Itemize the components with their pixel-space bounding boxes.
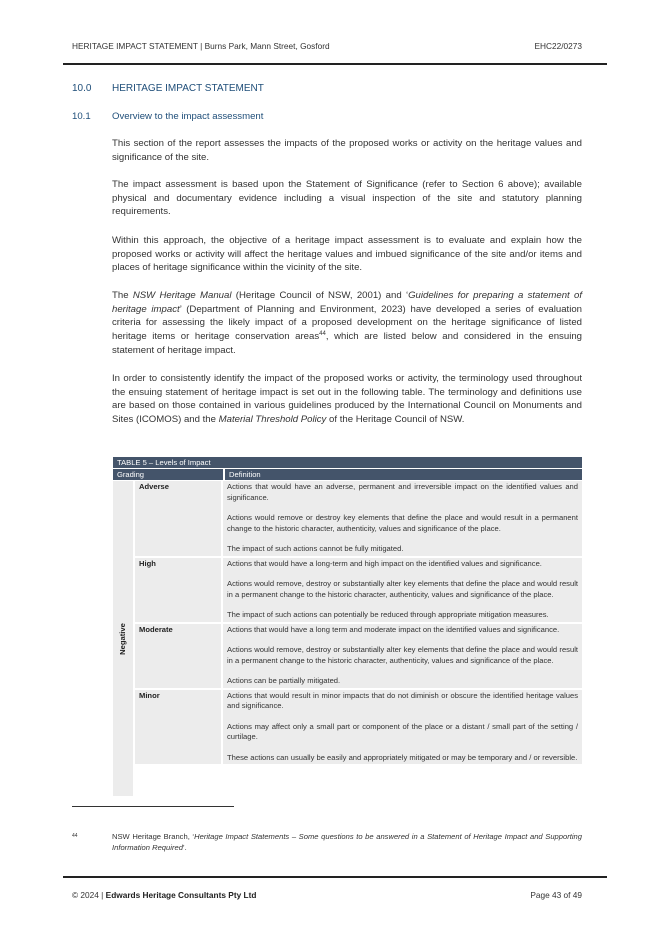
table-body (113, 481, 582, 796)
table-row (135, 624, 582, 688)
table-row (135, 558, 582, 622)
grade-cell: High (135, 558, 221, 622)
subsection-number: 10.1 (72, 111, 91, 122)
grade-cell: Minor (135, 690, 221, 765)
group-cell-negative (113, 481, 133, 796)
paragraph-4: The NSW Heritage Manual (Heritage Council of NSW, 2001) and ‘Guidelines for preparing a statement of heritage impact’ (Department of Planning and Environment, 2023) have developed a series of evaluation criteria for assessing the likely impact of a proposed development on the heritage significance of listed heritage items or heritage conservation areas$^{44}$, which are listed below and considered in the ensuing statement of heritage impact. (112, 290, 583, 356)
group-label: Negative (117, 622, 127, 655)
table-title: TABLE 5 – Levels of Impact (113, 457, 582, 468)
table-header-row (113, 469, 582, 480)
footer-divider (63, 876, 607, 878)
page-header (72, 41, 582, 51)
table-row (135, 481, 582, 556)
footer-copyright: © 2024 | Edwards Heritage Consultants Pty Ltd (72, 890, 257, 900)
company-name: Edwards Heritage Consultants Pty Ltd (105, 890, 257, 900)
column-header-definition: Definition (225, 469, 582, 480)
definition-cell: Actions that would result in minor impacts that do not diminish or obscure the identified heritage values and significance. Actions may affect only a small part or component of the place or a distant / small part of the setting / curtilage. These actions can usually be easily and appropriately mitigated or may be temporary and / or reversible. (223, 690, 582, 765)
levels-of-impact-table (113, 457, 582, 796)
footnote (72, 832, 582, 853)
definition-cell: Actions that would have a long-term and high impact on the identified values and significance. Actions would remove, destroy or substantially alter key elements that define the place and would result in a permanent change to the historic character, authenticity, values and significance of the place. The impact of such actions can potentially be reduced through appropriate mitigation measures. (223, 558, 582, 622)
grade-cell: Moderate (135, 624, 221, 688)
footnote-number: 44 (72, 833, 78, 839)
column-header-grading: Grading (113, 469, 223, 480)
section-heading (72, 83, 264, 94)
footnote-ref: 44 (319, 330, 326, 337)
definition-cell: Actions that would have a long term and moderate impact on the identified values and significance. Actions would remove, destroy or substantially alter key elements that define the place and would result in a permanent change to the historic character, authenticity, values and significance of the place. Actions can be partially mitigated. (223, 624, 582, 688)
paragraph-2: The impact assessment is based upon the Statement of Significance (refer to Section 6 above); available physical and documentary evidence including a visual inspection of the site and statutory planning requirements. (112, 179, 582, 218)
section-title: HERITAGE IMPACT STATEMENT (112, 83, 264, 94)
header-divider (63, 63, 607, 65)
footnote-text: NSW Heritage Branch, ‘Heritage Impact Statements – Some questions to be answered in a Statement of Heritage Impact and Supporting Information Required’. (112, 832, 582, 852)
table-row (135, 690, 582, 765)
footnote-divider (72, 806, 234, 807)
subsection-heading (72, 111, 263, 122)
paragraph-5: In order to consistently identify the impact of the proposed works or activity, the terminology used throughout the ensuing statement of heritage impact is set out in the following table. The terminology and definitions use are based on those contained in various guidelines produced by the International Council on Monuments and Sites (ICOMOS) and the Material Threshold Policy of the Heritage Council of NSW. (112, 373, 582, 426)
section-number: 10.0 (72, 83, 92, 94)
grade-cell: Adverse (135, 481, 221, 556)
paragraph-1: This section of the report assesses the impacts of the proposed works or activity on the heritage values and significance of the site. (112, 138, 582, 163)
header-reference: EHC22/0273 (534, 41, 582, 51)
subsection-title: Overview to the impact assessment (112, 111, 264, 122)
header-title: HERITAGE IMPACT STATEMENT | Burns Park, Mann Street, Gosford (72, 41, 330, 51)
definition-cell: Actions that would have an adverse, permanent and irreversible impact on the identified values and significance. Actions would remove or destroy key elements that define the place and would result in a permanent change to the historic character, authenticity, values and significance of the place. The impact of such actions cannot be fully mitigated. (223, 481, 582, 556)
page-footer (72, 890, 582, 900)
paragraph-3: Within this approach, the objective of a heritage impact assessment is to evaluate and explain how the proposed works or activity will affect the heritage values and imbued significance of the site and/or items and places of heritage significance within the vicinity of the site. (112, 235, 582, 274)
page-number: Page 43 of 49 (530, 890, 582, 900)
